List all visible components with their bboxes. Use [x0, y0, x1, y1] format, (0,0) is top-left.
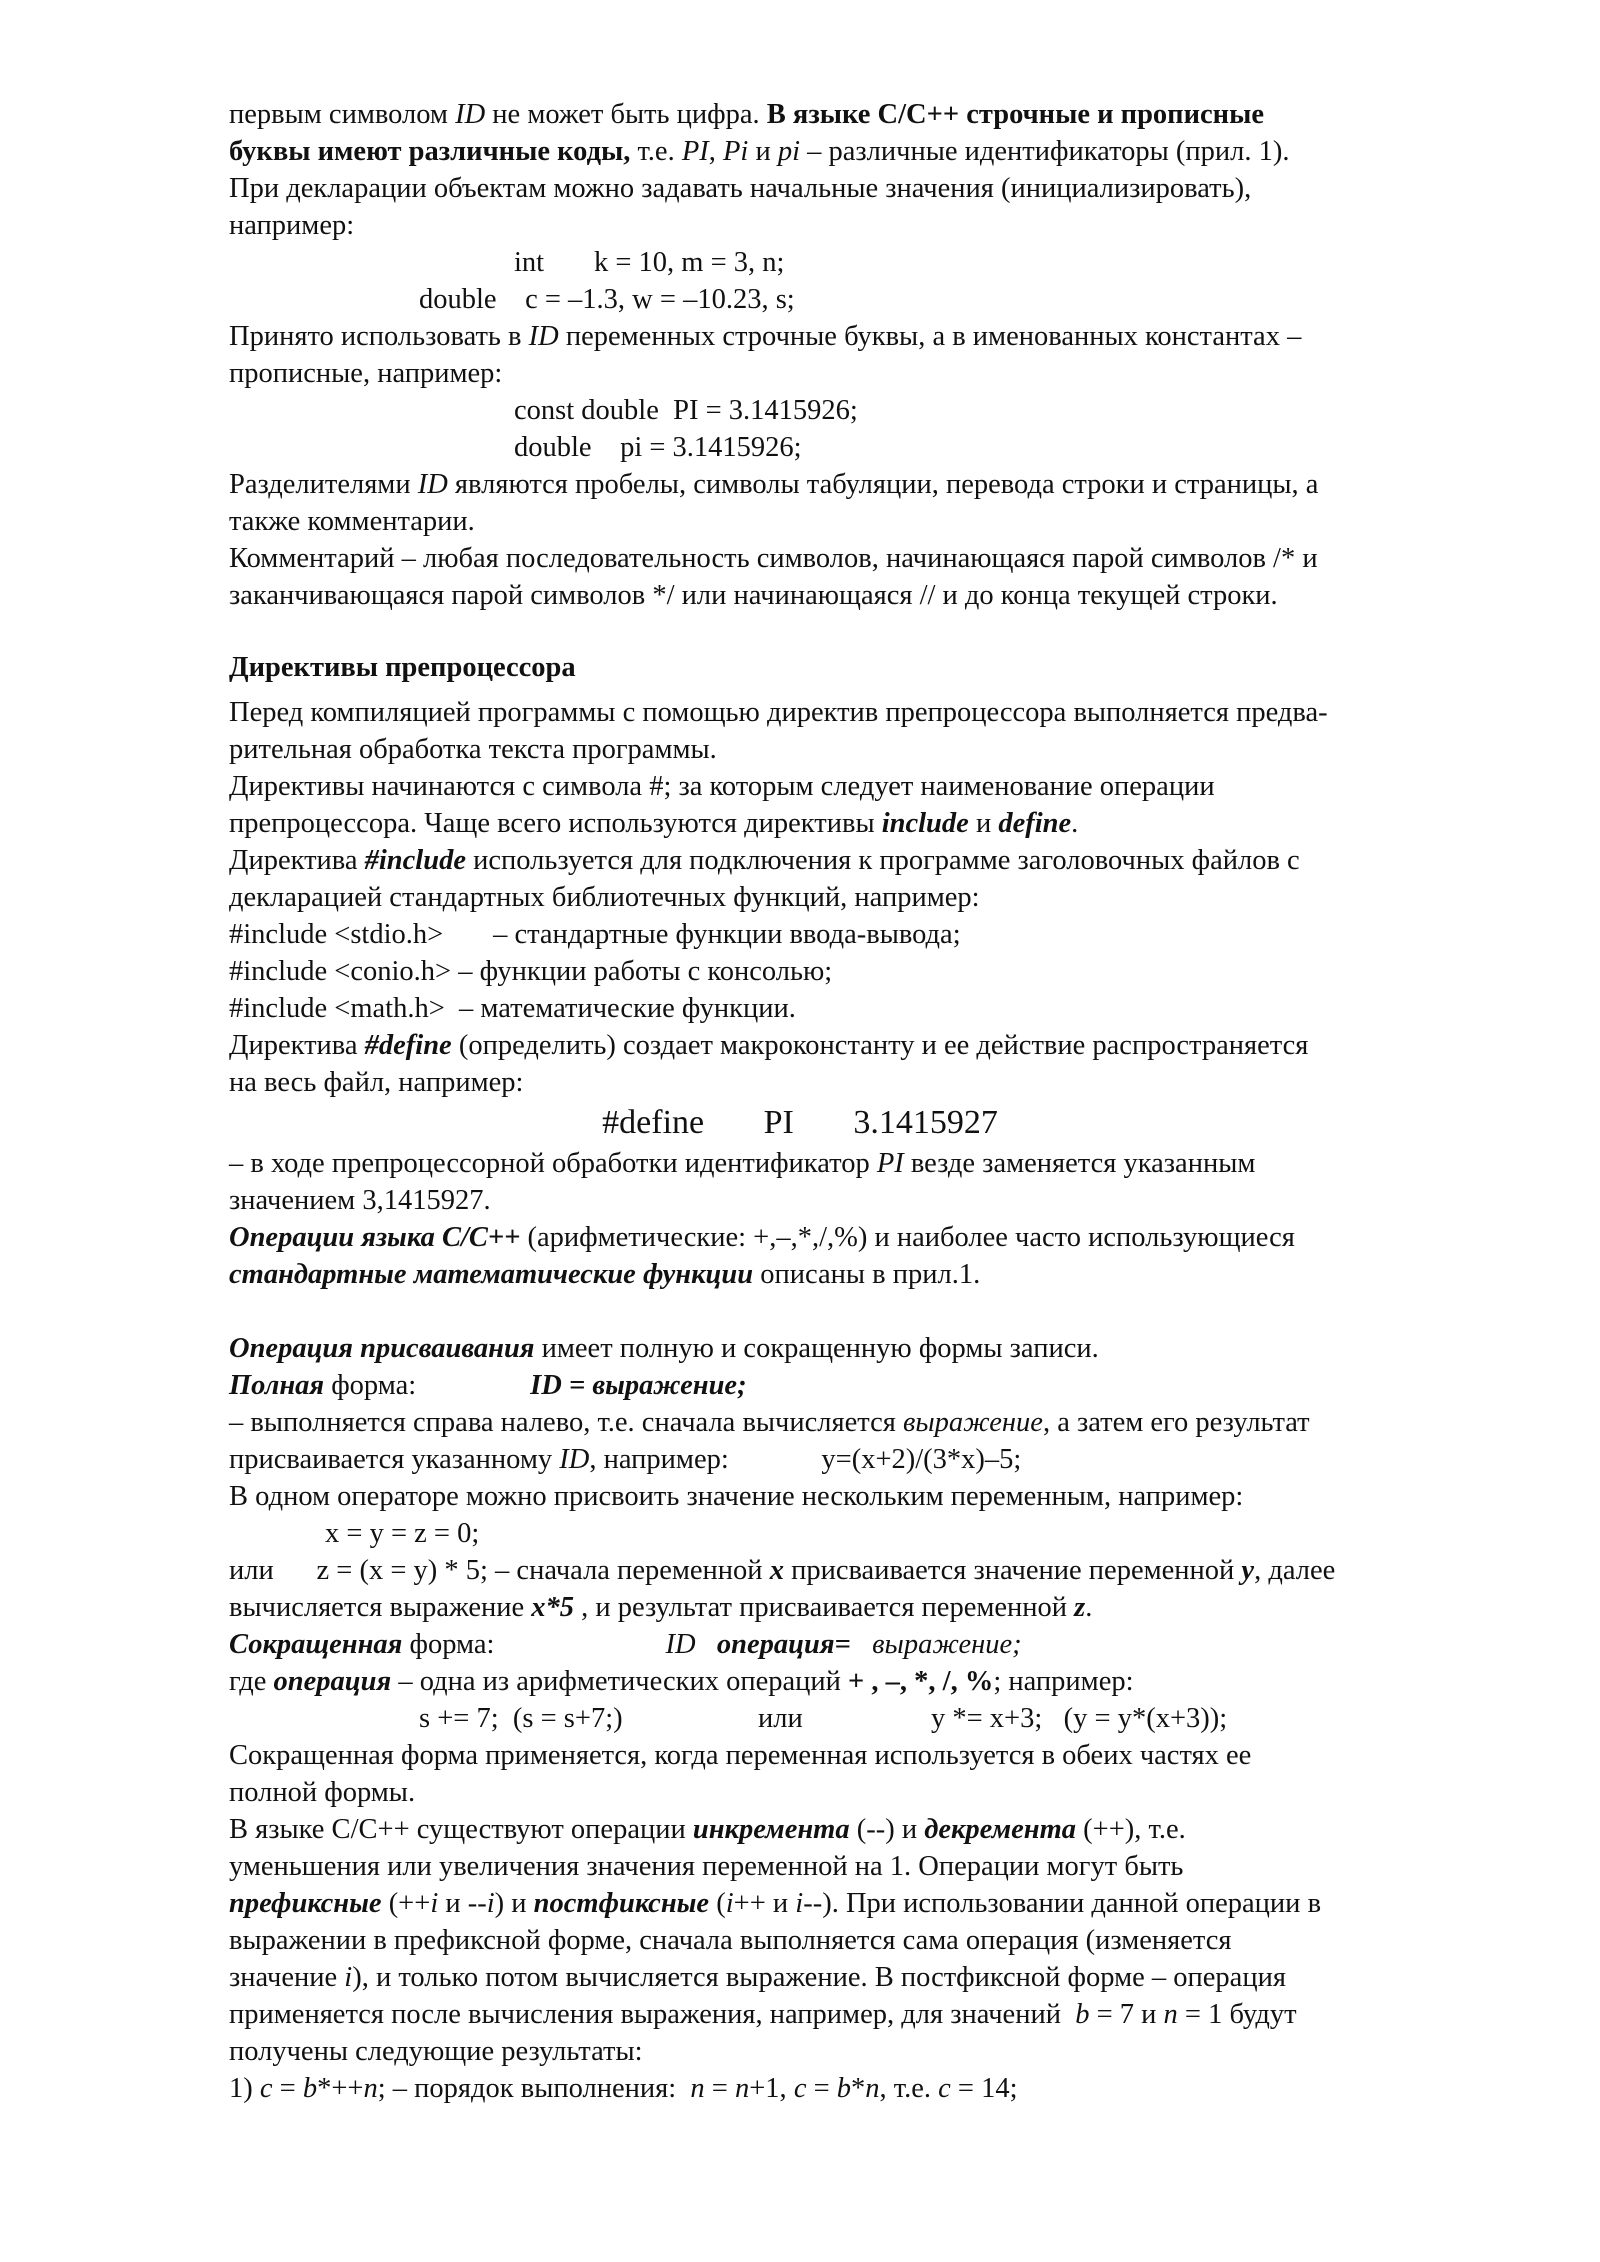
section-heading: Директивы препроцессора	[229, 652, 576, 683]
text-line: Директива #include используется для подключения к программе заголовочных файлов с	[229, 845, 1300, 876]
code-line: double c = –1.3, w = –10.23, s;	[419, 284, 795, 315]
text-line: Принято использовать в ID переменных строчные буквы, а в именованных константах –	[229, 321, 1302, 352]
text-line: Комментарий – любая последовательность символов, начинающаяся парой символов /* и	[229, 543, 1318, 574]
code-line: int k = 10, m = 3, n;	[514, 247, 785, 278]
text-line: Разделителями ID являются пробелы, символы табуляции, перевода строки и страницы, а	[229, 469, 1319, 500]
text-line: #include <conio.h> – функции работы с консолью;	[229, 956, 833, 987]
text-line: декларацией стандартных библиотечных функций, например:	[229, 882, 980, 913]
text-line: Перед компиляцией программы с помощью директив препроцессора выполняется предва-	[229, 697, 1328, 728]
text-line: #include <stdio.h> – стандартные функции ввода-вывода;	[229, 919, 961, 950]
text-line: выражении в префиксной форме, сначала выполняется сама операция (изменяется	[229, 1925, 1232, 1956]
text-line: значением 3,1415927.	[229, 1185, 491, 1216]
text-line: буквы имеют различные коды, т.е. PI, Pi и pi – различные идентификаторы (прил. 1).	[229, 136, 1290, 167]
text-line: Сокращенная форма применяется, когда переменная используется в обеих частях ее	[229, 1740, 1252, 1771]
text-line: заканчивающаяся парой символов */ или начинающаяся // и до конца текущей строки.	[229, 580, 1278, 611]
text-line: или z = (x = y) * 5; – сначала переменной x присваивается значение переменной y, далее	[229, 1555, 1336, 1586]
text-line: В одном операторе можно присвоить значение нескольким переменным, например:	[229, 1481, 1244, 1512]
text-line: При декларации объектам можно задавать начальные значения (инициализировать),	[229, 173, 1252, 204]
text-line: #include <math.h> – математические функции.	[229, 993, 796, 1024]
text-line: на весь файл, например:	[229, 1067, 524, 1098]
text-line: присваивается указанному ID, например: y=(x+2)/(3*x)–5;	[229, 1444, 1022, 1475]
text-line: первым символом ID не может быть цифра. В языке С/С++ строчные и прописные	[229, 99, 1264, 130]
text-line: значение i), и только потом вычисляется выражение. В постфиксной форме – операция	[229, 1962, 1286, 1993]
text-line: прописные, например:	[229, 358, 503, 389]
text-line: Сокращенная форма: ID операция= выражение;	[229, 1629, 1022, 1660]
text-line: уменьшения или увеличения значения переменной на 1. Операции могут быть	[229, 1851, 1184, 1882]
text-line: Директива #define (определить) создает макроконстанту и ее действие распространяется	[229, 1030, 1309, 1061]
text-line: также комментарии.	[229, 506, 475, 537]
text-line: Директивы начинаются с символа #; за которым следует наименование операции	[229, 771, 1215, 802]
text-line: рительная обработка текста программы.	[229, 734, 717, 765]
text-line: вычисляется выражение x*5 , и результат присваивается переменной z.	[229, 1592, 1093, 1623]
text-line: препроцессора. Чаще всего используются директивы include и define.	[229, 808, 1079, 839]
code-line: double pi = 3.1415926;	[514, 432, 802, 463]
text-line: s += 7; (s = s+7;) или y *= x+3; (y = y*(x+3));	[419, 1703, 1228, 1734]
text-line: 1) c = b*++n; – порядок выполнения: n = n+1, c = b*n, т.е. c = 14;	[229, 2073, 1018, 2104]
text-line: где операция – одна из арифметических операций + , –, *, /, %; например:	[229, 1666, 1134, 1697]
text-line: Операции языка С/С++ (арифметические: +,–,*,/,%) и наиболее часто использующиеся	[229, 1222, 1295, 1253]
text-line: x = y = z = 0;	[325, 1518, 480, 1549]
define-example: #define PI 3.1415927	[602, 1104, 998, 1141]
text-line: применяется после вычисления выражения, например, для значений b = 7 и n = 1 будут	[229, 1999, 1297, 2030]
text-line: Операция присваивания имеет полную и сокращенную формы записи.	[229, 1333, 1099, 1364]
text-line: стандартные математические функции описаны в прил.1.	[229, 1259, 981, 1290]
text-line: например:	[229, 210, 355, 241]
text-line: – выполняется справа налево, т.е. сначала вычисляется выражение, а затем его результат	[229, 1407, 1310, 1438]
text-line: префиксные (++i и --i) и постфиксные (i++ и i--). При использовании данной операции в	[229, 1888, 1322, 1919]
text-line: полной формы.	[229, 1777, 416, 1808]
code-line: const double PI = 3.1415926;	[514, 395, 858, 426]
text-line: В языке С/С++ существуют операции инкремента (--) и декремента (++), т.е.	[229, 1814, 1186, 1845]
text-line: – в ходе препроцессорной обработки идентификатор PI везде заменяется указанным	[229, 1148, 1256, 1179]
text-line: получены следующие результаты:	[229, 2036, 643, 2067]
text-line: Полная форма: ID = выражение;	[229, 1370, 747, 1401]
